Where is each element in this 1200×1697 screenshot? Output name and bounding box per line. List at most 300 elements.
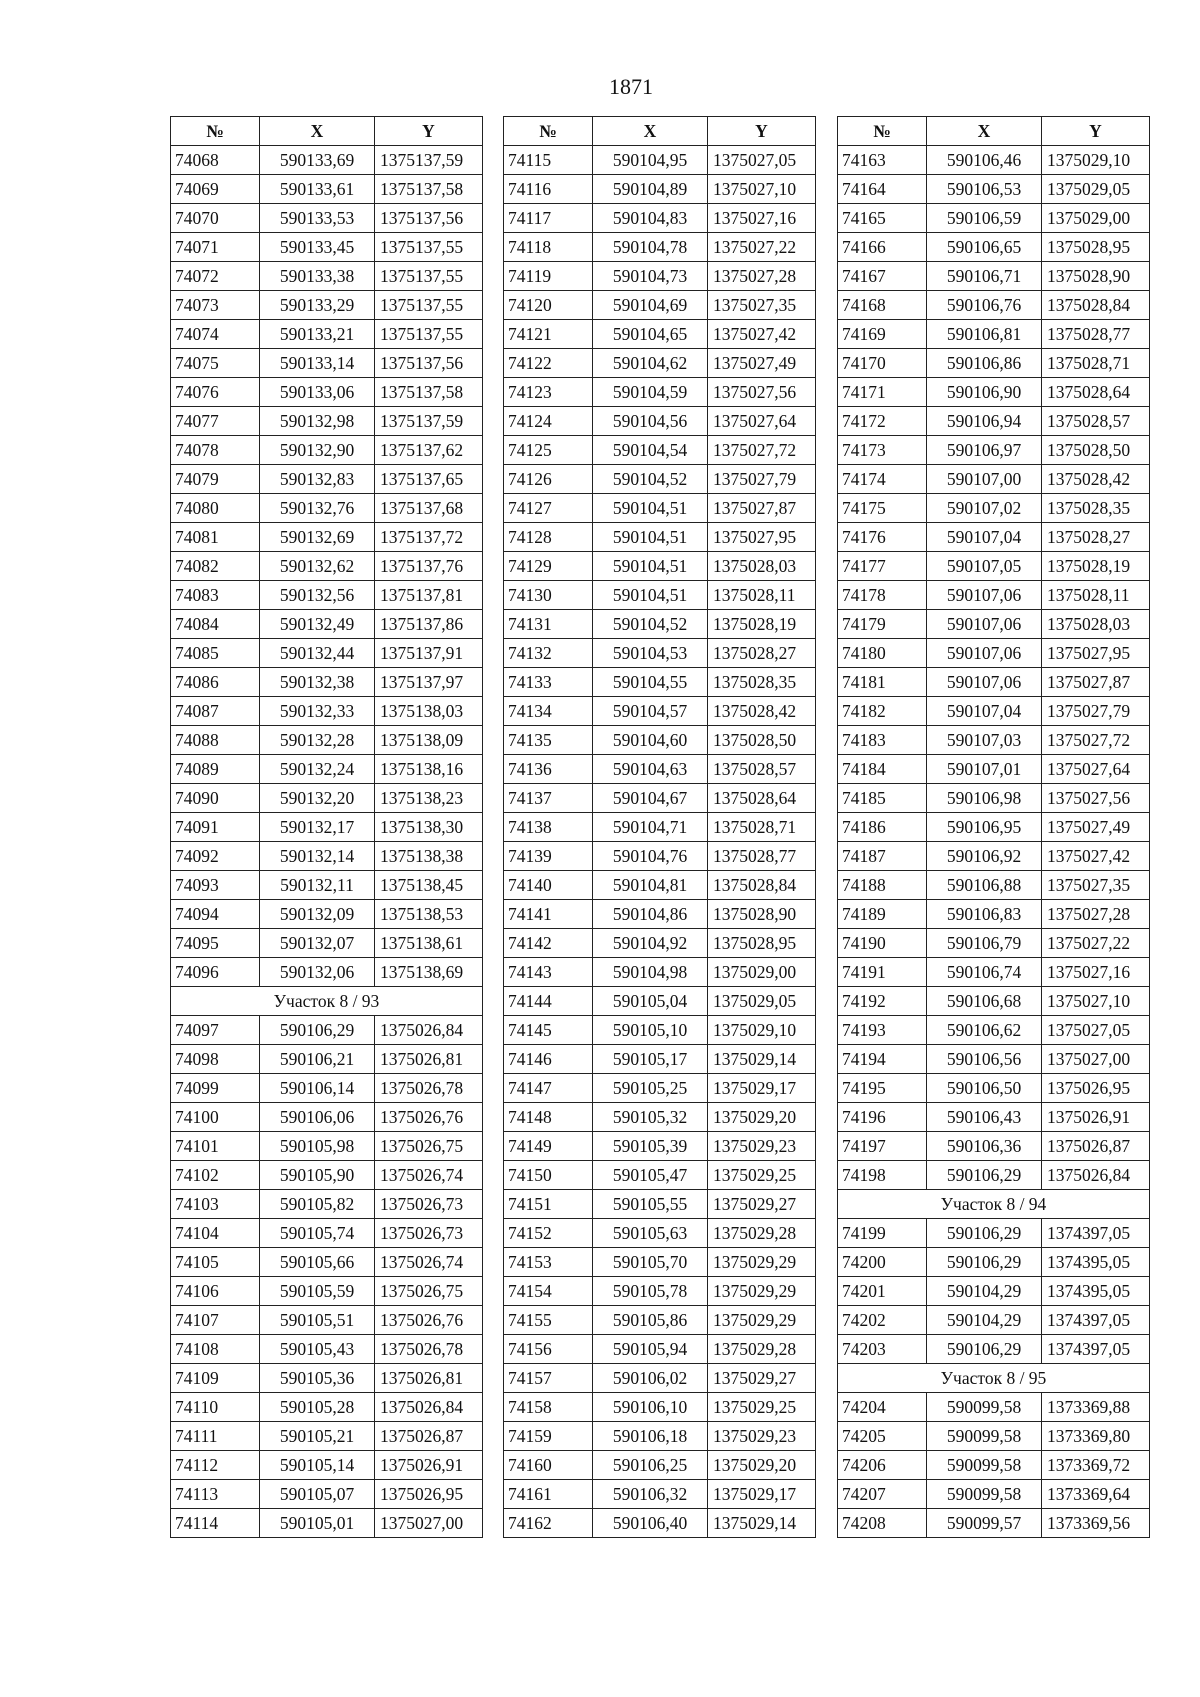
table-row xyxy=(504,958,816,987)
point-number-cell: 74185 xyxy=(838,784,927,813)
point-number-cell: 74154 xyxy=(504,1277,593,1306)
table-row xyxy=(838,958,1150,987)
y-coordinate-cell: 1375137,65 xyxy=(375,465,483,494)
table-row xyxy=(171,1422,483,1451)
x-coordinate-cell: 590104,76 xyxy=(593,842,708,871)
point-number-cell: 74173 xyxy=(838,436,927,465)
x-coordinate-cell: 590132,17 xyxy=(260,813,375,842)
y-coordinate-cell: 1375026,87 xyxy=(375,1422,483,1451)
x-coordinate-cell: 590105,28 xyxy=(260,1393,375,1422)
y-coordinate-cell: 1375027,28 xyxy=(1042,900,1150,929)
table-row xyxy=(504,639,816,668)
table-row xyxy=(838,320,1150,349)
table-row xyxy=(838,726,1150,755)
x-coordinate-cell: 590105,10 xyxy=(593,1016,708,1045)
point-number-cell: 74181 xyxy=(838,668,927,697)
y-coordinate-cell: 1374395,05 xyxy=(1042,1248,1150,1277)
section-row xyxy=(171,987,483,1016)
x-coordinate-cell: 590105,66 xyxy=(260,1248,375,1277)
point-number-cell: 74125 xyxy=(504,436,593,465)
x-coordinate-cell: 590106,74 xyxy=(927,958,1042,987)
point-number-cell: 74148 xyxy=(504,1103,593,1132)
point-number-cell: 74144 xyxy=(504,987,593,1016)
y-coordinate-cell: 1375026,78 xyxy=(375,1074,483,1103)
y-coordinate-cell: 1375137,72 xyxy=(375,523,483,552)
x-coordinate-cell: 590133,29 xyxy=(260,291,375,320)
x-coordinate-cell: 590104,52 xyxy=(593,465,708,494)
table-row xyxy=(171,929,483,958)
x-coordinate-cell: 590105,82 xyxy=(260,1190,375,1219)
x-coordinate-cell: 590104,55 xyxy=(593,668,708,697)
point-number-cell: 74149 xyxy=(504,1132,593,1161)
point-number-cell: 74090 xyxy=(171,784,260,813)
x-coordinate-cell: 590106,29 xyxy=(927,1161,1042,1190)
x-coordinate-cell: 590105,94 xyxy=(593,1335,708,1364)
x-coordinate-cell: 590132,07 xyxy=(260,929,375,958)
table-row xyxy=(838,1335,1150,1364)
x-coordinate-cell: 590099,58 xyxy=(927,1480,1042,1509)
x-coordinate-cell: 590132,44 xyxy=(260,639,375,668)
point-number-cell: 74101 xyxy=(171,1132,260,1161)
point-number-cell: 74073 xyxy=(171,291,260,320)
x-coordinate-cell: 590132,56 xyxy=(260,581,375,610)
table-row xyxy=(171,1306,483,1335)
x-coordinate-cell: 590106,06 xyxy=(260,1103,375,1132)
table-row xyxy=(171,1190,483,1219)
point-number-cell: 74097 xyxy=(171,1016,260,1045)
table-row xyxy=(504,1016,816,1045)
table-row xyxy=(838,987,1150,1016)
section-row xyxy=(838,1190,1150,1219)
x-coordinate-cell: 590104,56 xyxy=(593,407,708,436)
y-coordinate-cell: 1375137,59 xyxy=(375,407,483,436)
y-coordinate-cell: 1375029,17 xyxy=(708,1074,816,1103)
x-coordinate-cell: 590106,95 xyxy=(927,813,1042,842)
x-coordinate-cell: 590099,58 xyxy=(927,1422,1042,1451)
x-coordinate-cell: 590132,62 xyxy=(260,552,375,581)
table-row xyxy=(504,987,816,1016)
y-coordinate-cell: 1375137,56 xyxy=(375,349,483,378)
point-number-cell: 74174 xyxy=(838,465,927,494)
x-coordinate-cell: 590107,06 xyxy=(927,581,1042,610)
table-row xyxy=(504,175,816,204)
y-coordinate-cell: 1375029,28 xyxy=(708,1335,816,1364)
x-coordinate-cell: 590105,07 xyxy=(260,1480,375,1509)
table-row xyxy=(838,262,1150,291)
table-row xyxy=(171,146,483,175)
y-coordinate-cell: 1375026,95 xyxy=(375,1480,483,1509)
y-coordinate-cell: 1375028,11 xyxy=(1042,581,1150,610)
y-coordinate-cell: 1375028,42 xyxy=(1042,465,1150,494)
table-row xyxy=(838,378,1150,407)
x-coordinate-cell: 590104,63 xyxy=(593,755,708,784)
point-number-cell: 74082 xyxy=(171,552,260,581)
y-coordinate-cell: 1375029,25 xyxy=(708,1161,816,1190)
x-coordinate-cell: 590104,65 xyxy=(593,320,708,349)
point-number-cell: 74070 xyxy=(171,204,260,233)
x-coordinate-cell: 590105,78 xyxy=(593,1277,708,1306)
table-row xyxy=(171,1248,483,1277)
x-coordinate-cell: 590107,03 xyxy=(927,726,1042,755)
y-coordinate-cell: 1375137,56 xyxy=(375,204,483,233)
y-coordinate-cell: 1375028,50 xyxy=(1042,436,1150,465)
table-row xyxy=(171,1103,483,1132)
y-coordinate-cell: 1375027,22 xyxy=(1042,929,1150,958)
header-number: № xyxy=(504,117,593,146)
y-coordinate-cell: 1375138,30 xyxy=(375,813,483,842)
x-coordinate-cell: 590105,98 xyxy=(260,1132,375,1161)
x-coordinate-cell: 590106,50 xyxy=(927,1074,1042,1103)
y-coordinate-cell: 1375028,71 xyxy=(1042,349,1150,378)
y-coordinate-cell: 1375028,71 xyxy=(708,813,816,842)
table-row xyxy=(504,494,816,523)
y-coordinate-cell: 1375029,20 xyxy=(708,1451,816,1480)
y-coordinate-cell: 1375029,14 xyxy=(708,1509,816,1538)
y-coordinate-cell: 1375027,00 xyxy=(375,1509,483,1538)
point-number-cell: 74179 xyxy=(838,610,927,639)
y-coordinate-cell: 1375027,42 xyxy=(1042,842,1150,871)
point-number-cell: 74203 xyxy=(838,1335,927,1364)
y-coordinate-cell: 1375026,74 xyxy=(375,1161,483,1190)
table-row xyxy=(504,610,816,639)
x-coordinate-cell: 590106,02 xyxy=(593,1364,708,1393)
header-number: № xyxy=(838,117,927,146)
y-coordinate-cell: 1375026,84 xyxy=(375,1393,483,1422)
point-number-cell: 74208 xyxy=(838,1509,927,1538)
point-number-cell: 74095 xyxy=(171,929,260,958)
y-coordinate-cell: 1375028,57 xyxy=(708,755,816,784)
y-coordinate-cell: 1374397,05 xyxy=(1042,1219,1150,1248)
x-coordinate-cell: 590105,51 xyxy=(260,1306,375,1335)
table-row xyxy=(171,697,483,726)
x-coordinate-cell: 590106,92 xyxy=(927,842,1042,871)
table-row xyxy=(838,465,1150,494)
point-number-cell: 74141 xyxy=(504,900,593,929)
y-coordinate-cell: 1375027,64 xyxy=(708,407,816,436)
table-row xyxy=(171,1219,483,1248)
y-coordinate-cell: 1375137,91 xyxy=(375,639,483,668)
point-number-cell: 74159 xyxy=(504,1422,593,1451)
y-coordinate-cell: 1375028,84 xyxy=(708,871,816,900)
point-number-cell: 74201 xyxy=(838,1277,927,1306)
y-coordinate-cell: 1375027,00 xyxy=(1042,1045,1150,1074)
y-coordinate-cell: 1375026,73 xyxy=(375,1219,483,1248)
table-row xyxy=(838,842,1150,871)
y-coordinate-cell: 1375027,22 xyxy=(708,233,816,262)
table-row xyxy=(171,320,483,349)
point-number-cell: 74112 xyxy=(171,1451,260,1480)
x-coordinate-cell: 590104,53 xyxy=(593,639,708,668)
x-coordinate-cell: 590105,63 xyxy=(593,1219,708,1248)
y-coordinate-cell: 1375137,55 xyxy=(375,262,483,291)
table-row xyxy=(171,581,483,610)
table-row xyxy=(504,755,816,784)
point-number-cell: 74108 xyxy=(171,1335,260,1364)
table-row xyxy=(504,1248,816,1277)
point-number-cell: 74110 xyxy=(171,1393,260,1422)
point-number-cell: 74096 xyxy=(171,958,260,987)
point-number-cell: 74177 xyxy=(838,552,927,581)
table-row xyxy=(171,871,483,900)
y-coordinate-cell: 1375027,56 xyxy=(708,378,816,407)
table-row xyxy=(838,436,1150,465)
x-coordinate-cell: 590105,32 xyxy=(593,1103,708,1132)
y-coordinate-cell: 1375026,87 xyxy=(1042,1132,1150,1161)
point-number-cell: 74103 xyxy=(171,1190,260,1219)
point-number-cell: 74089 xyxy=(171,755,260,784)
y-coordinate-cell: 1375026,75 xyxy=(375,1132,483,1161)
point-number-cell: 74197 xyxy=(838,1132,927,1161)
x-coordinate-cell: 590132,49 xyxy=(260,610,375,639)
x-coordinate-cell: 590106,25 xyxy=(593,1451,708,1480)
point-number-cell: 74099 xyxy=(171,1074,260,1103)
header-y: Y xyxy=(1042,117,1150,146)
point-number-cell: 74191 xyxy=(838,958,927,987)
section-label: Участок 8 / 95 xyxy=(838,1364,1150,1393)
x-coordinate-cell: 590104,73 xyxy=(593,262,708,291)
x-coordinate-cell: 590105,90 xyxy=(260,1161,375,1190)
x-coordinate-cell: 590105,36 xyxy=(260,1364,375,1393)
point-number-cell: 74085 xyxy=(171,639,260,668)
point-number-cell: 74158 xyxy=(504,1393,593,1422)
table-row xyxy=(171,1277,483,1306)
y-coordinate-cell: 1375029,29 xyxy=(708,1277,816,1306)
table-row xyxy=(838,233,1150,262)
header-y: Y xyxy=(375,117,483,146)
x-coordinate-cell: 590106,46 xyxy=(927,146,1042,175)
table-row xyxy=(838,697,1150,726)
y-coordinate-cell: 1374395,05 xyxy=(1042,1277,1150,1306)
y-coordinate-cell: 1375137,59 xyxy=(375,146,483,175)
table-row xyxy=(504,1422,816,1451)
y-coordinate-cell: 1375138,38 xyxy=(375,842,483,871)
y-coordinate-cell: 1375027,56 xyxy=(1042,784,1150,813)
y-coordinate-cell: 1375028,77 xyxy=(708,842,816,871)
x-coordinate-cell: 590132,06 xyxy=(260,958,375,987)
table-row xyxy=(838,871,1150,900)
table-row xyxy=(504,726,816,755)
y-coordinate-cell: 1375026,84 xyxy=(375,1016,483,1045)
y-coordinate-cell: 1373369,72 xyxy=(1042,1451,1150,1480)
table-row xyxy=(504,1480,816,1509)
point-number-cell: 74145 xyxy=(504,1016,593,1045)
point-number-cell: 74083 xyxy=(171,581,260,610)
y-coordinate-cell: 1375027,95 xyxy=(1042,639,1150,668)
x-coordinate-cell: 590133,53 xyxy=(260,204,375,233)
section-row xyxy=(838,1364,1150,1393)
point-number-cell: 74069 xyxy=(171,175,260,204)
header-number: № xyxy=(171,117,260,146)
table-row xyxy=(504,262,816,291)
x-coordinate-cell: 590106,90 xyxy=(927,378,1042,407)
table-row xyxy=(504,1045,816,1074)
table-row xyxy=(838,1509,1150,1538)
x-coordinate-cell: 590132,90 xyxy=(260,436,375,465)
table-row xyxy=(504,349,816,378)
point-number-cell: 74104 xyxy=(171,1219,260,1248)
x-coordinate-cell: 590105,14 xyxy=(260,1451,375,1480)
y-coordinate-cell: 1375138,53 xyxy=(375,900,483,929)
x-coordinate-cell: 590104,60 xyxy=(593,726,708,755)
x-coordinate-cell: 590133,45 xyxy=(260,233,375,262)
x-coordinate-cell: 590105,74 xyxy=(260,1219,375,1248)
y-coordinate-cell: 1375137,55 xyxy=(375,233,483,262)
table-row xyxy=(838,1016,1150,1045)
point-number-cell: 74196 xyxy=(838,1103,927,1132)
y-coordinate-cell: 1375138,23 xyxy=(375,784,483,813)
table-row xyxy=(171,1335,483,1364)
point-number-cell: 74122 xyxy=(504,349,593,378)
page-number: 1871 xyxy=(609,74,653,99)
table-row xyxy=(838,1219,1150,1248)
table-row xyxy=(171,842,483,871)
point-number-cell: 74087 xyxy=(171,697,260,726)
y-coordinate-cell: 1375028,35 xyxy=(1042,494,1150,523)
x-coordinate-cell: 590133,14 xyxy=(260,349,375,378)
table-row xyxy=(838,1074,1150,1103)
table-row xyxy=(838,1161,1150,1190)
point-number-cell: 74120 xyxy=(504,291,593,320)
table-row xyxy=(838,929,1150,958)
point-number-cell: 74153 xyxy=(504,1248,593,1277)
point-number-cell: 74100 xyxy=(171,1103,260,1132)
table-row xyxy=(838,1422,1150,1451)
x-coordinate-cell: 590106,98 xyxy=(927,784,1042,813)
coordinates-table-2 xyxy=(503,116,816,1538)
point-number-cell: 74183 xyxy=(838,726,927,755)
point-number-cell: 74071 xyxy=(171,233,260,262)
table-row xyxy=(504,1190,816,1219)
x-coordinate-cell: 590106,29 xyxy=(927,1335,1042,1364)
table-row xyxy=(171,1364,483,1393)
x-coordinate-cell: 590104,57 xyxy=(593,697,708,726)
table-row xyxy=(504,1132,816,1161)
table-row xyxy=(504,668,816,697)
table-row xyxy=(838,523,1150,552)
point-number-cell: 74132 xyxy=(504,639,593,668)
y-coordinate-cell: 1375029,29 xyxy=(708,1306,816,1335)
y-coordinate-cell: 1375026,73 xyxy=(375,1190,483,1219)
y-coordinate-cell: 1375028,03 xyxy=(1042,610,1150,639)
y-coordinate-cell: 1375029,00 xyxy=(1042,204,1150,233)
x-coordinate-cell: 590104,29 xyxy=(927,1306,1042,1335)
table-row xyxy=(504,465,816,494)
x-coordinate-cell: 590133,61 xyxy=(260,175,375,204)
y-coordinate-cell: 1375026,95 xyxy=(1042,1074,1150,1103)
y-coordinate-cell: 1375028,03 xyxy=(708,552,816,581)
table-row xyxy=(171,291,483,320)
table-row xyxy=(838,1393,1150,1422)
point-number-cell: 74156 xyxy=(504,1335,593,1364)
table-row xyxy=(171,1480,483,1509)
x-coordinate-cell: 590132,76 xyxy=(260,494,375,523)
y-coordinate-cell: 1375137,58 xyxy=(375,175,483,204)
point-number-cell: 74130 xyxy=(504,581,593,610)
point-number-cell: 74129 xyxy=(504,552,593,581)
y-coordinate-cell: 1375027,49 xyxy=(1042,813,1150,842)
y-coordinate-cell: 1375026,75 xyxy=(375,1277,483,1306)
y-coordinate-cell: 1375029,00 xyxy=(708,958,816,987)
x-coordinate-cell: 590132,24 xyxy=(260,755,375,784)
y-coordinate-cell: 1375029,27 xyxy=(708,1190,816,1219)
y-coordinate-cell: 1375028,90 xyxy=(708,900,816,929)
table-row xyxy=(838,552,1150,581)
table-header-row xyxy=(838,117,1150,146)
table-row xyxy=(838,1451,1150,1480)
point-number-cell: 74198 xyxy=(838,1161,927,1190)
point-number-cell: 74068 xyxy=(171,146,260,175)
table-row xyxy=(171,349,483,378)
point-number-cell: 74168 xyxy=(838,291,927,320)
point-number-cell: 74074 xyxy=(171,320,260,349)
x-coordinate-cell: 590105,59 xyxy=(260,1277,375,1306)
point-number-cell: 74151 xyxy=(504,1190,593,1219)
y-coordinate-cell: 1375027,16 xyxy=(708,204,816,233)
x-coordinate-cell: 590107,02 xyxy=(927,494,1042,523)
table-row xyxy=(838,175,1150,204)
x-coordinate-cell: 590104,71 xyxy=(593,813,708,842)
table-row xyxy=(504,436,816,465)
y-coordinate-cell: 1375026,76 xyxy=(375,1103,483,1132)
table-row xyxy=(504,1219,816,1248)
table-row xyxy=(504,581,816,610)
point-number-cell: 74079 xyxy=(171,465,260,494)
x-coordinate-cell: 590106,81 xyxy=(927,320,1042,349)
table-row xyxy=(171,494,483,523)
y-coordinate-cell: 1375028,19 xyxy=(708,610,816,639)
table-row xyxy=(171,204,483,233)
table-row xyxy=(171,407,483,436)
x-coordinate-cell: 590104,81 xyxy=(593,871,708,900)
table-row xyxy=(171,552,483,581)
table-row xyxy=(504,378,816,407)
table-row xyxy=(504,900,816,929)
header-x: X xyxy=(593,117,708,146)
x-coordinate-cell: 590106,56 xyxy=(927,1045,1042,1074)
y-coordinate-cell: 1375027,05 xyxy=(1042,1016,1150,1045)
x-coordinate-cell: 590105,01 xyxy=(260,1509,375,1538)
table-row xyxy=(838,668,1150,697)
header-y: Y xyxy=(708,117,816,146)
y-coordinate-cell: 1375028,27 xyxy=(708,639,816,668)
y-coordinate-cell: 1375137,76 xyxy=(375,552,483,581)
point-number-cell: 74133 xyxy=(504,668,593,697)
section-label: Участок 8 / 93 xyxy=(171,987,483,1016)
table-row xyxy=(171,262,483,291)
point-number-cell: 74200 xyxy=(838,1248,927,1277)
y-coordinate-cell: 1375028,42 xyxy=(708,697,816,726)
point-number-cell: 74128 xyxy=(504,523,593,552)
x-coordinate-cell: 590104,51 xyxy=(593,523,708,552)
x-coordinate-cell: 590106,40 xyxy=(593,1509,708,1538)
table-row xyxy=(171,1045,483,1074)
table-row xyxy=(504,1103,816,1132)
y-coordinate-cell: 1375027,64 xyxy=(1042,755,1150,784)
point-number-cell: 74204 xyxy=(838,1393,927,1422)
y-coordinate-cell: 1375029,05 xyxy=(1042,175,1150,204)
x-coordinate-cell: 590105,47 xyxy=(593,1161,708,1190)
point-number-cell: 74106 xyxy=(171,1277,260,1306)
point-number-cell: 74135 xyxy=(504,726,593,755)
point-number-cell: 74109 xyxy=(171,1364,260,1393)
point-number-cell: 74176 xyxy=(838,523,927,552)
y-coordinate-cell: 1375027,28 xyxy=(708,262,816,291)
point-number-cell: 74076 xyxy=(171,378,260,407)
table-row xyxy=(504,407,816,436)
x-coordinate-cell: 590106,76 xyxy=(927,291,1042,320)
y-coordinate-cell: 1375138,09 xyxy=(375,726,483,755)
point-number-cell: 74124 xyxy=(504,407,593,436)
